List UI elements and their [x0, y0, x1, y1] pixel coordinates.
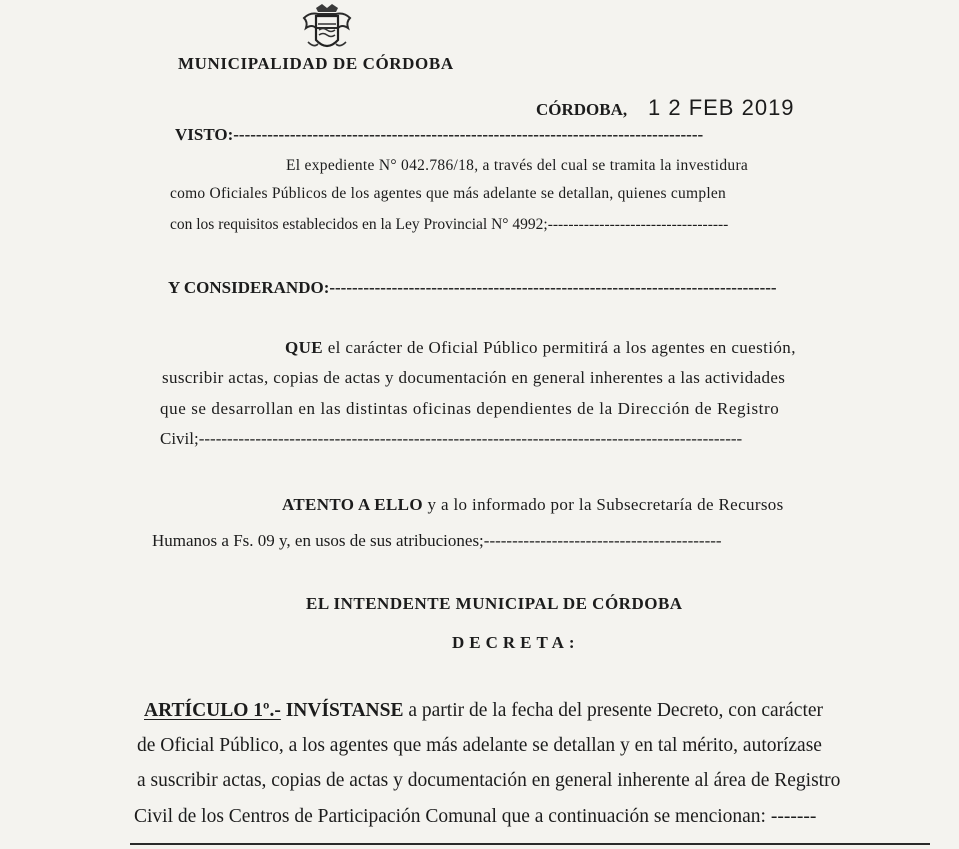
- visto-line-2: como Oficiales Públicos de los agentes que más adelante se detallan, quienes cumplen: [170, 185, 727, 202]
- articulo-line-3: a suscribir actas, copias de actas y documentación en general inherente al área de Registro: [137, 770, 841, 791]
- atento-line-1-text: y a lo informado por la Subsecretaría de Recursos: [422, 495, 784, 514]
- table-top-rule: [130, 843, 930, 845]
- articulo-line-4: Civil de los Centros de Participación Comunal que a continuación se mencionan: -------: [134, 806, 817, 827]
- atento-line-2: Humanos a Fs. 09 y, en usos de sus atribuciones;------------------------------------------: [152, 531, 722, 550]
- considerando-line-1-text: el carácter de Oficial Público permitirá a los agentes en cuestión,: [323, 338, 796, 357]
- articulo-line-1: [144, 700, 823, 722]
- considerando-line-3: que se desarrollan en las distintas oficinas dependientes de la Dirección de Registro: [160, 399, 780, 418]
- municipal-seal-icon: [296, 2, 358, 54]
- articulo-line-1-text: a partir de la fecha del presente Decreto, con carácter: [403, 700, 824, 721]
- municipality-header: MUNICIPALIDAD DE CÓRDOBA: [178, 54, 454, 73]
- date-city: CÓRDOBA,: [536, 100, 628, 119]
- considerando-heading: Y CONSIDERANDO:-------------------------------------------------------------------------------: [168, 278, 777, 297]
- atento-keyword: ATENTO A ELLO: [282, 495, 423, 514]
- articulo-line-2: de Oficial Público, a los agentes que más adelante se detallan y en tal mérito, autorízase: [137, 735, 822, 756]
- considerando-line-1: [285, 338, 796, 358]
- articulo-label: ARTÍCULO 1º.-: [144, 700, 281, 721]
- atento-line-1: [282, 495, 784, 515]
- considerando-line-2: suscribir actas, copias de actas y documentación en general inherentes a las actividades: [162, 368, 786, 387]
- decreta-heading: DECRETA:: [452, 633, 580, 652]
- decree-title: EL INTENDENTE MUNICIPAL DE CÓRDOBA: [306, 594, 683, 613]
- articulo-keyword: INVÍSTANSE: [285, 700, 404, 721]
- que-keyword: QUE: [285, 338, 324, 357]
- date-stamp: 1 2 FEB 2019: [648, 95, 795, 120]
- visto-line-3: con los requisitos establecidos en la Ley Provincial N° 4992;-----------------------------------: [170, 216, 729, 233]
- visto-line-1: El expediente N° 042.786/18, a través del cual se tramita la investidura: [286, 157, 749, 174]
- considerando-line-4: Civil;------------------------------------------------------------------------------------------------: [160, 429, 743, 448]
- visto-heading: VISTO:-----------------------------------------------------------------------------------: [175, 125, 704, 144]
